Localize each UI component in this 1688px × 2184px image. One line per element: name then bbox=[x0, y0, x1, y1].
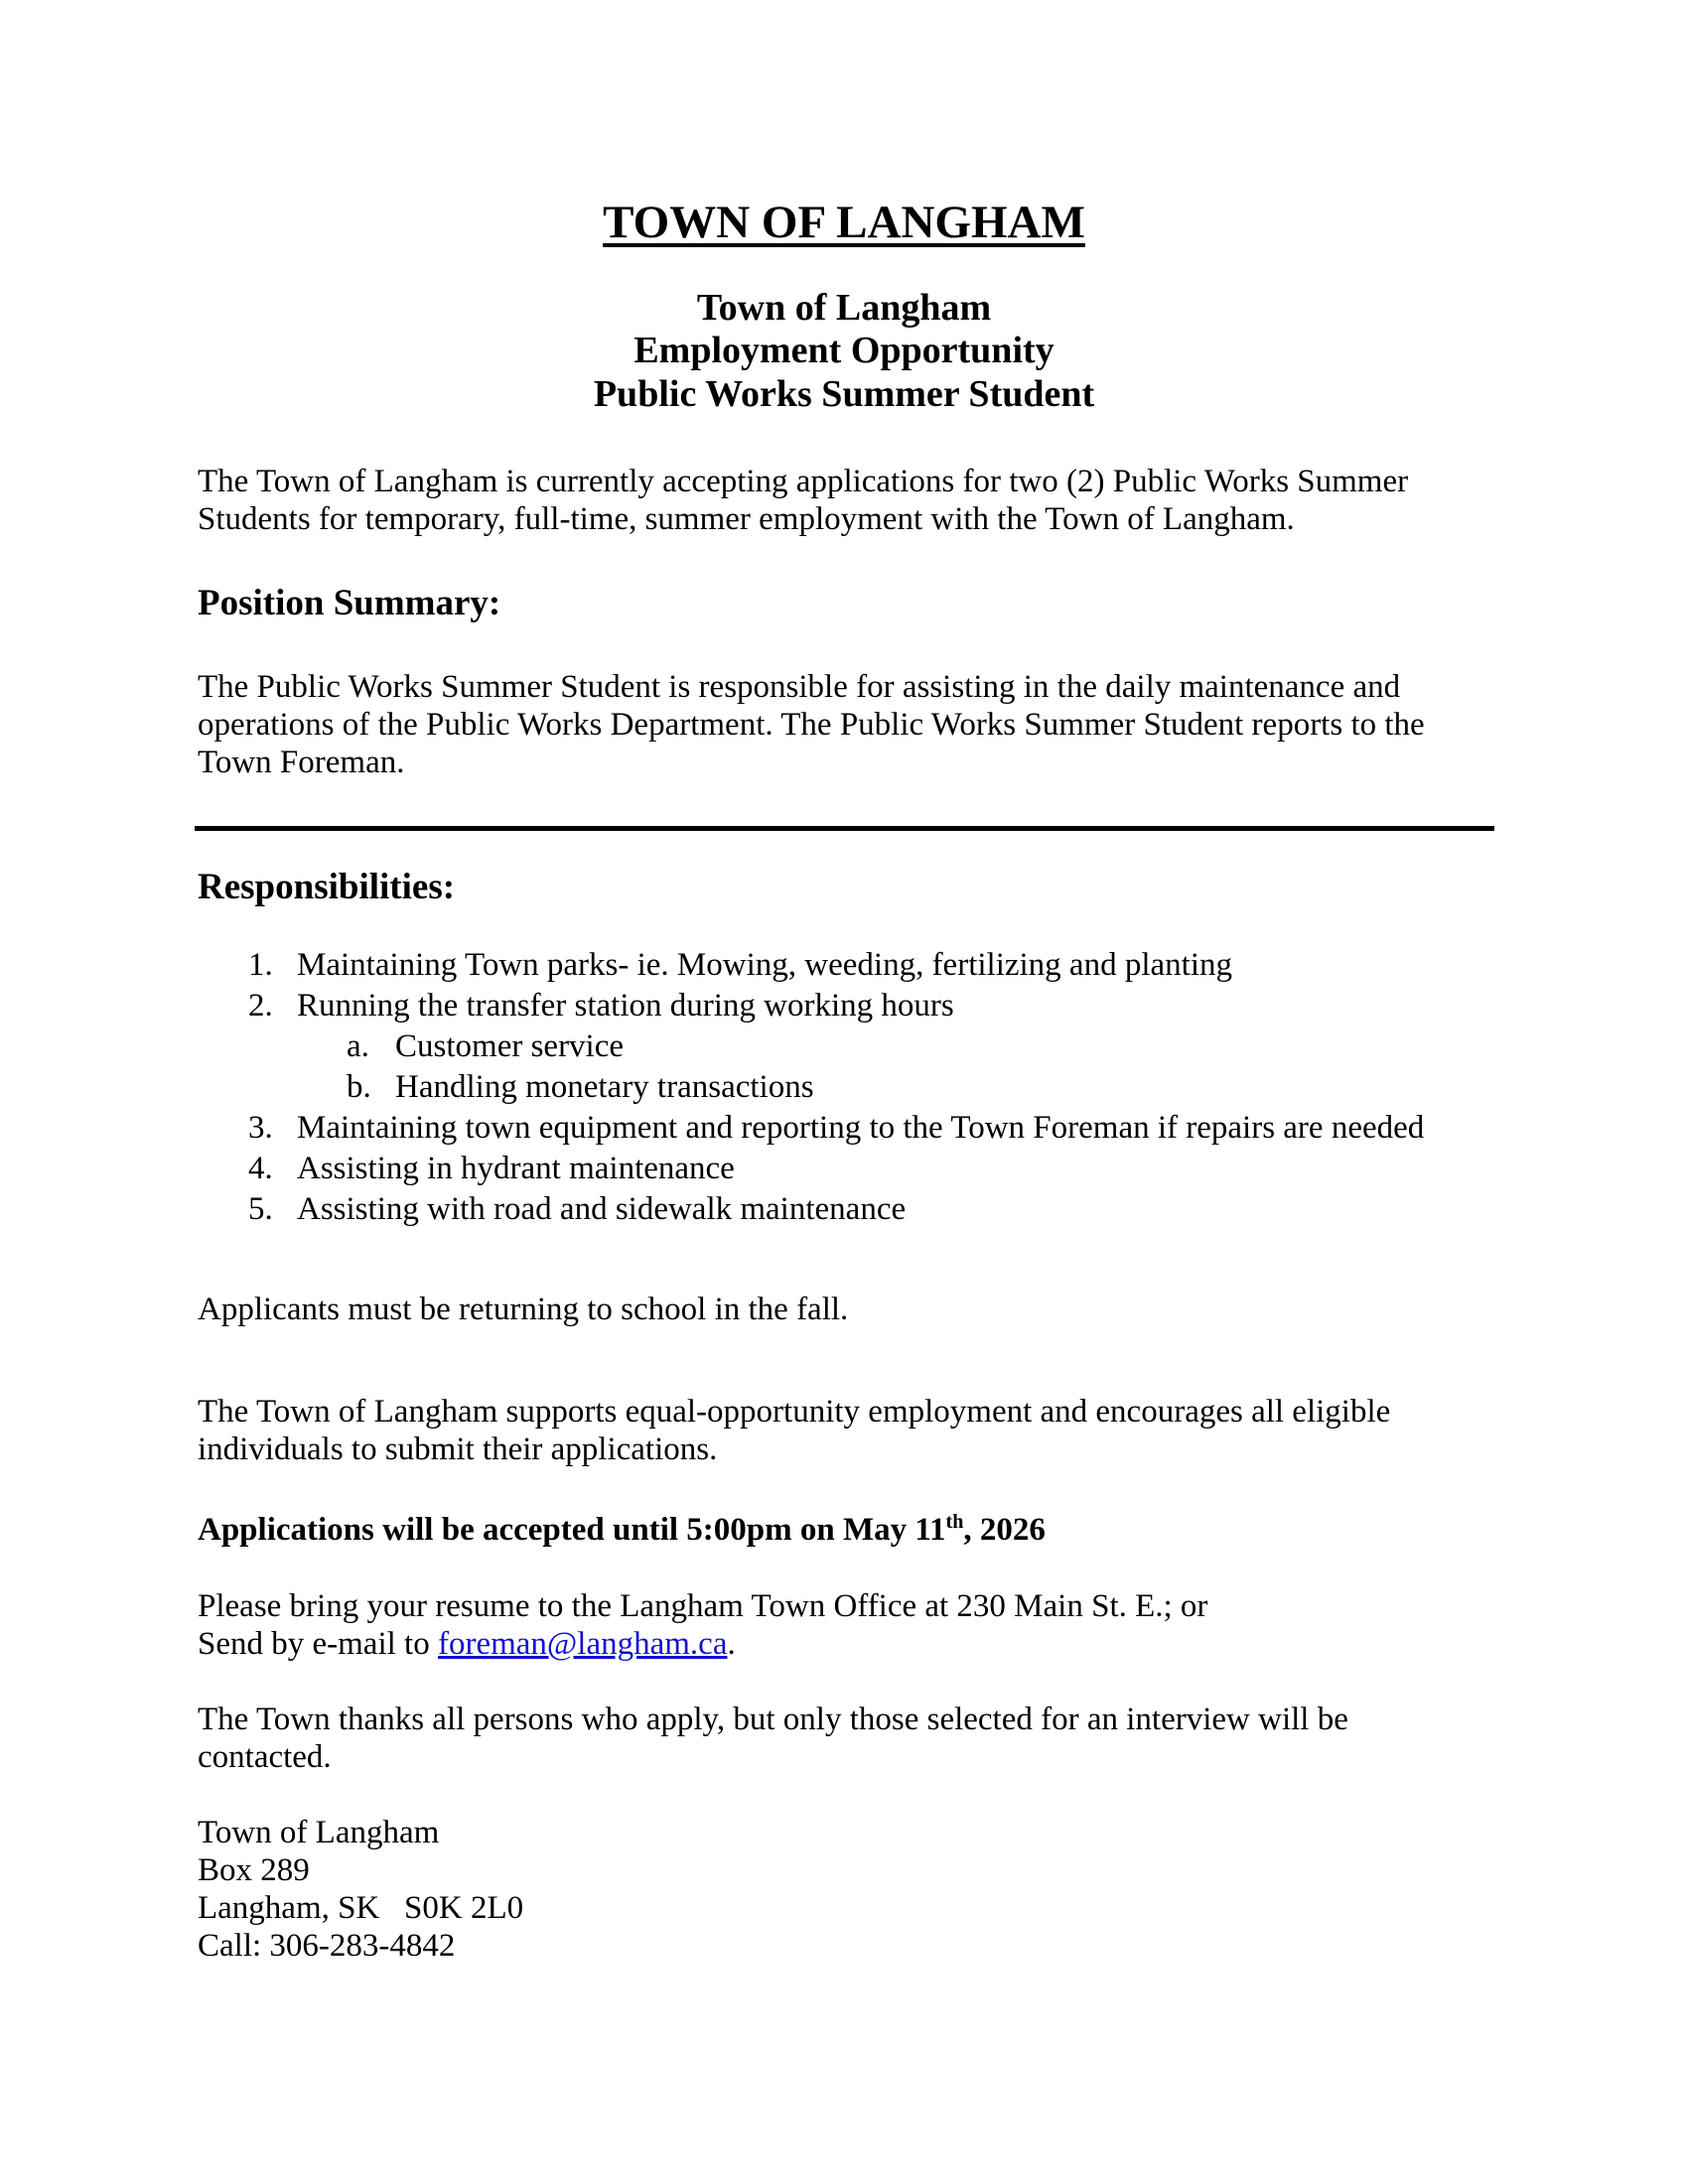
deadline-text: Applications will be accepted until 5:00pm on May 11 bbox=[198, 1512, 946, 1548]
intro-line-2: Students for temporary, full-time, summer employment with the Town of Langham. bbox=[198, 501, 1295, 537]
sublist-item: Customer service bbox=[395, 1028, 625, 1064]
equal-opportunity-line-1: The Town of Langham supports equal-opportunity employment and encourages all eligible bbox=[198, 1394, 1391, 1430]
summary-line-3: Town Foreman. bbox=[198, 745, 405, 780]
subheading-position: Public Works Summer Student bbox=[593, 373, 1095, 415]
document-title-text: TOWN OF LANGHAM bbox=[603, 197, 1085, 248]
submission-suffix: . bbox=[727, 1626, 736, 1662]
subheading-organization: Town of Langham bbox=[696, 287, 992, 329]
list-item: Maintaining town equipment and reporting to the Town Foreman if repairs are needed bbox=[297, 1110, 1425, 1146]
deadline-statement bbox=[198, 1511, 1046, 1549]
address-phone: Call: 306-283-4842 bbox=[198, 1928, 456, 1964]
equal-opportunity-line-2: individuals to submit their applications. bbox=[198, 1432, 718, 1467]
list-marker: 2. bbox=[248, 988, 273, 1024]
list-marker: 3. bbox=[248, 1110, 273, 1146]
submission-line-1: Please bring your resume to the Langham Town Office at 230 Main St. E.; or bbox=[198, 1588, 1208, 1624]
sublist-marker: a. bbox=[347, 1028, 369, 1064]
sublist-marker: b. bbox=[347, 1069, 371, 1105]
list-item: Maintaining Town parks- ie. Mowing, weeding, fertilizing and planting bbox=[297, 947, 1232, 983]
list-item: Running the transfer station during working hours bbox=[297, 988, 954, 1024]
intro-line-1: The Town of Langham is currently accepting applications for two (2) Public Works Summer bbox=[198, 464, 1409, 499]
deadline-ordinal: th bbox=[945, 1511, 964, 1533]
horizontal-divider bbox=[195, 826, 1494, 831]
responsibilities-heading: Responsibilities: bbox=[198, 867, 456, 907]
email-link[interactable]: foreman@langham.ca bbox=[437, 1626, 728, 1662]
summary-line-2: operations of the Public Works Department. The Public Works Summer Student reports to the bbox=[198, 707, 1425, 743]
thanks-line-1: The Town thanks all persons who apply, but only those selected for an interview will be bbox=[198, 1702, 1348, 1737]
list-item: Assisting in hydrant maintenance bbox=[297, 1151, 735, 1186]
deadline-year: , 2026 bbox=[963, 1512, 1046, 1548]
submission-line-2 bbox=[198, 1625, 736, 1663]
list-marker: 5. bbox=[248, 1191, 273, 1227]
address-city: Langham, SK S0K 2L0 bbox=[198, 1890, 524, 1926]
list-item: Assisting with road and sidewalk maintenance bbox=[297, 1191, 907, 1227]
position-summary-heading: Position Summary: bbox=[198, 583, 501, 623]
requirement-text: Applicants must be returning to school in the fall. bbox=[198, 1292, 849, 1327]
summary-line-1: The Public Works Summer Student is responsible for assisting in the daily maintenance and bbox=[198, 669, 1401, 705]
submission-prefix: Send by e-mail to bbox=[198, 1626, 438, 1662]
address-box: Box 289 bbox=[198, 1852, 310, 1888]
address-organization: Town of Langham bbox=[198, 1815, 440, 1850]
sublist-item: Handling monetary transactions bbox=[395, 1069, 814, 1105]
list-marker: 1. bbox=[248, 947, 273, 983]
thanks-line-2: contacted. bbox=[198, 1739, 332, 1775]
document-title bbox=[0, 195, 1688, 250]
subheading-opportunity: Employment Opportunity bbox=[633, 330, 1055, 371]
list-marker: 4. bbox=[248, 1151, 273, 1186]
